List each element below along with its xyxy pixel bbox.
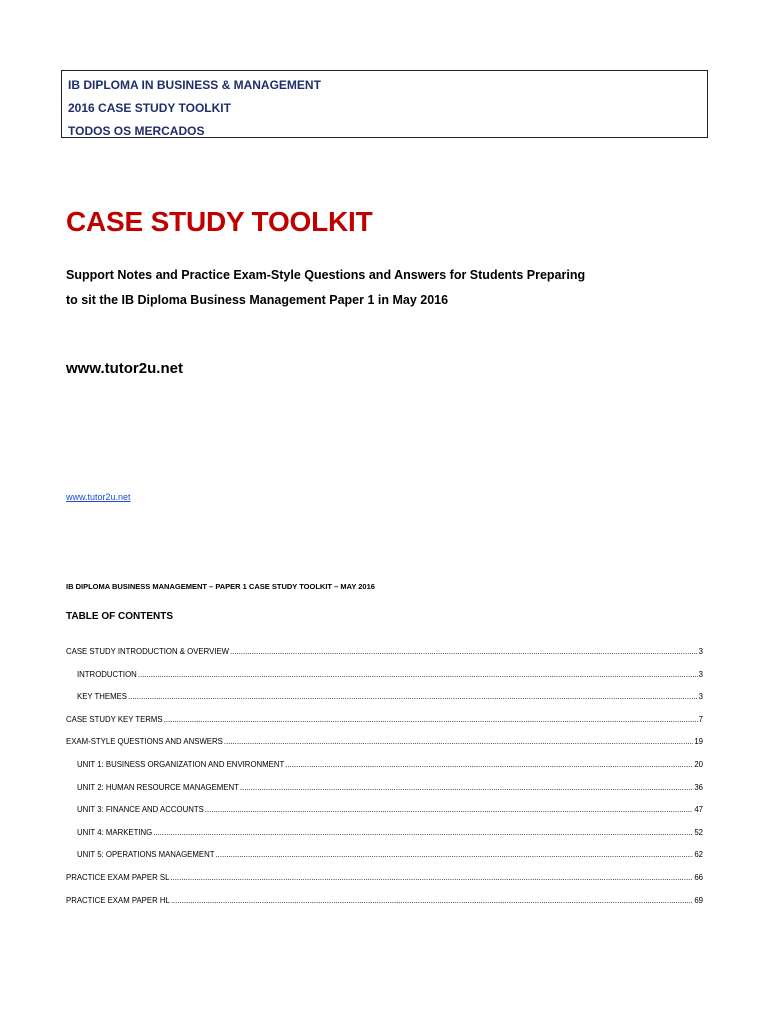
toc-entry-introduction-overview[interactable]	[66, 645, 703, 668]
toc-leader-dots	[240, 781, 693, 794]
header-line-program: IB DIPLOMA IN BUSINESS & MANAGEMENT	[68, 78, 321, 92]
document-title: CASE STUDY TOOLKIT	[66, 206, 373, 237]
website-link[interactable]: www.tutor2u.net	[66, 492, 131, 502]
document-subtitle	[66, 263, 686, 313]
subtitle-line-2: to sit the IB Diploma Business Management Paper 1 in May 2016	[66, 293, 449, 307]
toc-entry-label: UNIT 4: MARKETING	[77, 827, 153, 837]
header-line-case: TODOS OS MERCADOS	[68, 124, 205, 138]
toc-entry-label: UNIT 2: HUMAN RESOURCE MANAGEMENT	[77, 782, 239, 792]
toc-leader-dots	[170, 871, 693, 884]
toc-entry-unit-4[interactable]	[66, 826, 703, 849]
toc-entry-unit-3[interactable]	[66, 803, 703, 826]
running-head: IB DIPLOMA BUSINESS MANAGEMENT – PAPER 1 CASE STUDY TOOLKIT – MAY 2016	[66, 582, 375, 591]
toc-entry-page: 3	[698, 692, 703, 702]
toc-entry-label: CASE STUDY KEY TERMS	[66, 714, 163, 724]
toc-entry-page: 62	[694, 850, 703, 860]
toc-entry-page: 3	[698, 669, 703, 679]
toc-entry-page: 52	[694, 827, 703, 837]
toc-entry-introduction[interactable]	[66, 668, 703, 691]
toc-leader-dots	[138, 668, 698, 681]
toc-entry-label: UNIT 3: FINANCE AND ACCOUNTS	[77, 805, 204, 815]
header-box	[61, 70, 708, 138]
toc-entry-page: 3	[698, 647, 703, 656]
subtitle-line-1: Support Notes and Practice Exam-Style Questions and Answers for Students Preparing	[66, 268, 586, 282]
toc-leader-dots	[215, 848, 693, 861]
toc-entry-page: 20	[694, 759, 703, 769]
toc-entry-page: 47	[694, 805, 703, 815]
toc-entry-page: 66	[694, 872, 703, 882]
toc-leader-dots	[230, 645, 698, 658]
toc-entry-key-terms[interactable]	[66, 713, 703, 736]
toc-title: TABLE OF CONTENTS	[66, 611, 174, 622]
toc-entry-key-themes[interactable]	[66, 690, 703, 713]
toc-entry-practice-hl[interactable]	[66, 894, 703, 917]
toc-leader-dots	[164, 713, 698, 726]
toc-entry-label: INTRODUCTION	[77, 669, 137, 679]
toc-entry-label: UNIT 1: BUSINESS ORGANIZATION AND ENVIRONMENT	[77, 759, 285, 769]
toc-entry-page: 19	[694, 737, 703, 747]
toc-entry-label: PRACTICE EXAM PAPER SL	[66, 872, 170, 882]
toc-entry-label: PRACTICE EXAM PAPER HL	[66, 895, 170, 905]
toc-entry-label: EXAM-STYLE QUESTIONS AND ANSWERS	[66, 737, 223, 747]
toc-entry-unit-5[interactable]	[66, 848, 703, 871]
header-line-toolkit: 2016 CASE STUDY TOOLKIT	[68, 101, 231, 115]
toc-leader-dots	[171, 894, 693, 907]
toc-entry-page: 36	[694, 782, 703, 792]
table-of-contents	[66, 645, 703, 916]
toc-leader-dots	[205, 803, 694, 816]
toc-entry-page: 7	[698, 714, 703, 724]
toc-leader-dots	[224, 735, 693, 748]
toc-entry-practice-sl[interactable]	[66, 871, 703, 894]
toc-leader-dots	[128, 690, 698, 703]
toc-leader-dots	[153, 826, 693, 839]
website-heading: www.tutor2u.net	[66, 360, 183, 377]
toc-entry-page: 69	[694, 895, 703, 905]
toc-entry-unit-1[interactable]	[66, 758, 703, 781]
toc-entry-exam-style-questions[interactable]	[66, 735, 703, 758]
toc-entry-label: CASE STUDY INTRODUCTION & OVERVIEW	[66, 647, 230, 656]
toc-entry-label: KEY THEMES	[77, 692, 127, 702]
toc-entry-label: UNIT 5: OPERATIONS MANAGEMENT	[77, 850, 215, 860]
toc-leader-dots	[285, 758, 693, 771]
toc-entry-unit-2[interactable]	[66, 781, 703, 804]
